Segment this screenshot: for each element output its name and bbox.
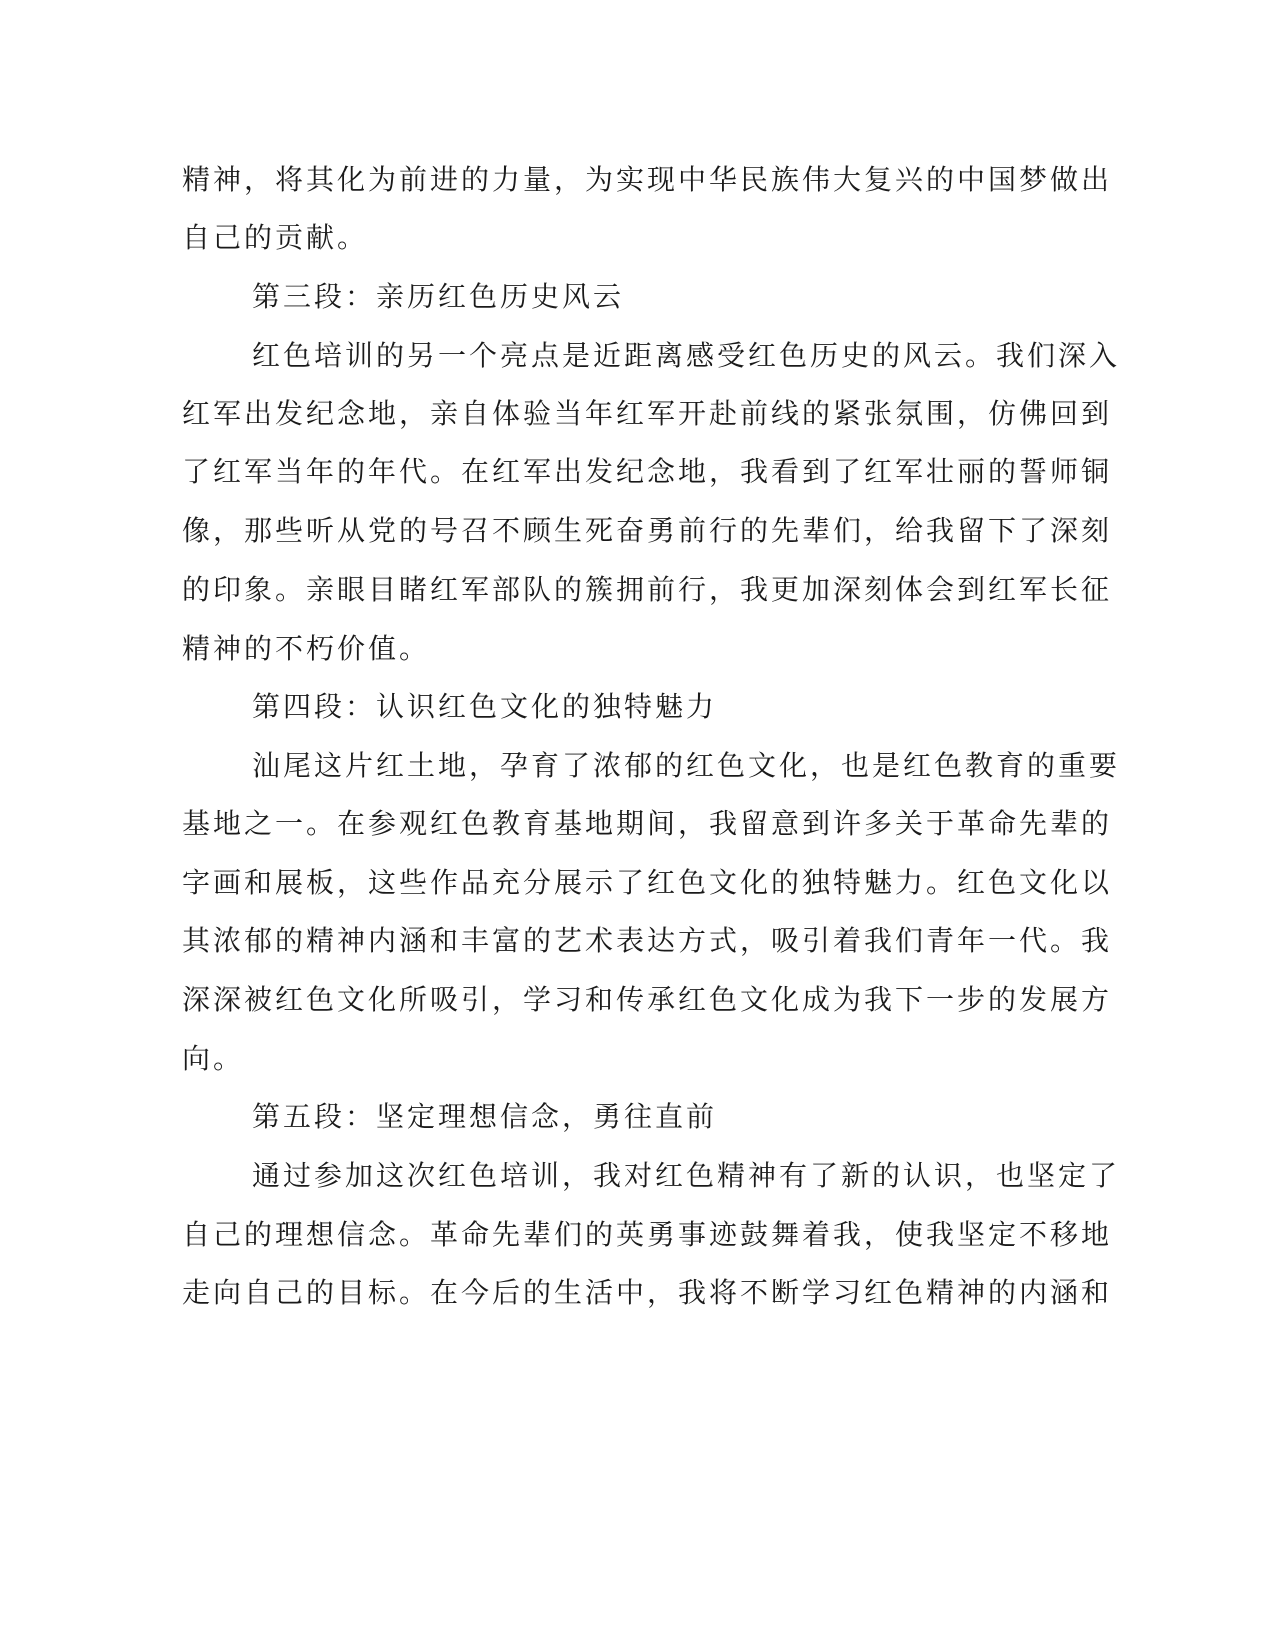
paragraph-line: 向。 bbox=[182, 1042, 245, 1075]
paragraph-line: 自己的理想信念。革命先辈们的英勇事迹鼓舞着我，使我坚定不移地 bbox=[182, 1218, 1113, 1251]
paragraph-line: 精神，将其化为前进的力量，为实现中华民族伟大复兴的中国梦做出 bbox=[182, 163, 1113, 196]
paragraph-line: 通过参加这次红色培训，我对红色精神有了新的认识，也坚定了 bbox=[252, 1159, 1121, 1192]
paragraph-line: 走向自己的目标。在今后的生活中，我将不断学习红色精神的内涵和 bbox=[182, 1276, 1113, 1309]
paragraph-line: 的印象。亲眼目睹红军部队的簇拥前行，我更加深刻体会到红军长征 bbox=[182, 573, 1113, 606]
paragraph-line: 基地之一。在参观红色教育基地期间，我留意到许多关于革命先辈的 bbox=[182, 807, 1113, 840]
section-heading-4: 第四段：认识红色文化的独特魅力 bbox=[252, 690, 718, 723]
paragraph-line: 精神的不朽价值。 bbox=[182, 632, 431, 665]
paragraph-line: 红色培训的另一个亮点是近距离感受红色历史的风云。我们深入 bbox=[252, 339, 1121, 372]
paragraph-line: 了红军当年的年代。在红军出发纪念地，我看到了红军壮丽的誓师铜 bbox=[182, 455, 1113, 488]
paragraph-line: 字画和展板，这些作品充分展示了红色文化的独特魅力。红色文化以 bbox=[182, 866, 1113, 899]
section-heading-3: 第三段：亲历红色历史风云 bbox=[252, 280, 625, 313]
paragraph-line: 红军出发纪念地，亲自体验当年红军开赴前线的紧张氛围，仿佛回到 bbox=[182, 397, 1113, 430]
section-heading-5: 第五段：坚定理想信念，勇往直前 bbox=[252, 1100, 718, 1133]
paragraph-line: 自己的贡献。 bbox=[182, 221, 369, 254]
paragraph-line: 深深被红色文化所吸引，学习和传承红色文化成为我下一步的发展方 bbox=[182, 983, 1113, 1016]
paragraph-line: 其浓郁的精神内涵和丰富的艺术表达方式，吸引着我们青年一代。我 bbox=[182, 924, 1113, 957]
paragraph-line: 汕尾这片红土地，孕育了浓郁的红色文化，也是红色教育的重要 bbox=[252, 749, 1121, 782]
paragraph-line: 像，那些听从党的号召不顾生死奋勇前行的先辈们，给我留下了深刻 bbox=[182, 514, 1113, 547]
